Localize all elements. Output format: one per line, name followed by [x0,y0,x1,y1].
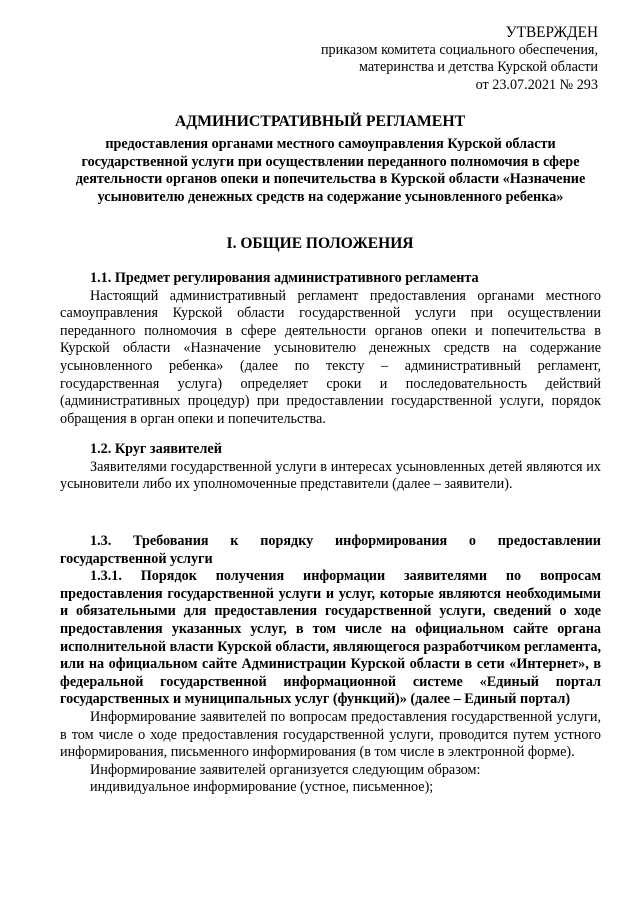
approval-line: приказом комитета социального обеспечения, [320,41,598,58]
clause-1-3-1: 1.3.1. Порядок получения информации заявителями по вопросам предоставления государственной услуги и услуг, которые являются необходимыми и обязательными для предоставления государственной услуги, сведений о ходе предоставления указанных услуг, в том числе на официальном сайте органа исполнительной власти Курской области, являющегося разработчиком регламента, или на официальном сайте Администрации Курской области в сети «Интернет», в федеральной государственной информационной системе «Единый портал государственных и муниципальных услуг (функций)» (далее – Единый портал) [60,568,601,708]
approval-date: от 23.07.2021 № 293 [475,76,598,93]
subsection-1-3 [60,533,601,797]
section-heading: I. ОБЩИЕ ПОЛОЖЕНИЯ [226,235,414,252]
paragraph: Настоящий административный регламент предоставления органами местного самоуправления Курской области государственной услуги при осуществлении переданного полномочия в сфере деятельности органов опеки и попечительства в Курской области «Назначение усыновителю денежных средств на содержание усыновленного ребенка» (далее по тексту – административный регламент, государственная услуга) определяет сроки и последовательность действий (административных процедур) при предоставлении государственной услуги, порядок обращения в орган опеки и попечительства. [60,287,601,427]
document-title: АДМИНИСТРАТИВНЫЙ РЕГЛАМЕНТ [174,113,466,130]
subsection-heading: 1.3. Требования к порядку информирования о предоставлении государственной услуги [60,533,601,567]
subsection-1-2 [60,441,601,494]
approval-status: УТВЕРЖДЕН [505,24,598,41]
paragraph: Заявителями государственной услуги в интересах усыновленных детей являются их усыновители либо их уполномоченные представители (далее – заявители). [60,458,601,493]
paragraph: Информирование заявителей по вопросам предоставления государственной услуги, в том числе о ходе предоставления государственной услуги, проводится путем устного информирования, письменного информирования (в том числе в электронной форме). [60,708,601,761]
subsection-1-1 [60,270,601,428]
document-subtitle: предоставления органами местного самоуправления Курской области государственной услуги при осуществлении переданного полномочия в сфере деятельности органов опеки и попечительства в Курской области «Назначение усыновителю денежных средств на содержание усыновленного ребенка» [75,136,586,205]
approval-line: материнства и детства Курской области [358,59,598,76]
paragraph: индивидуальное информирование (устное, письменное); [90,779,434,796]
subsection-heading: 1.2. Круг заявителей [90,441,222,457]
approval-stamp [321,24,598,94]
subsection-heading: 1.1. Предмет регулирования административного регламента [90,270,479,286]
paragraph: Информирование заявителей организуется следующим образом: [90,761,481,778]
